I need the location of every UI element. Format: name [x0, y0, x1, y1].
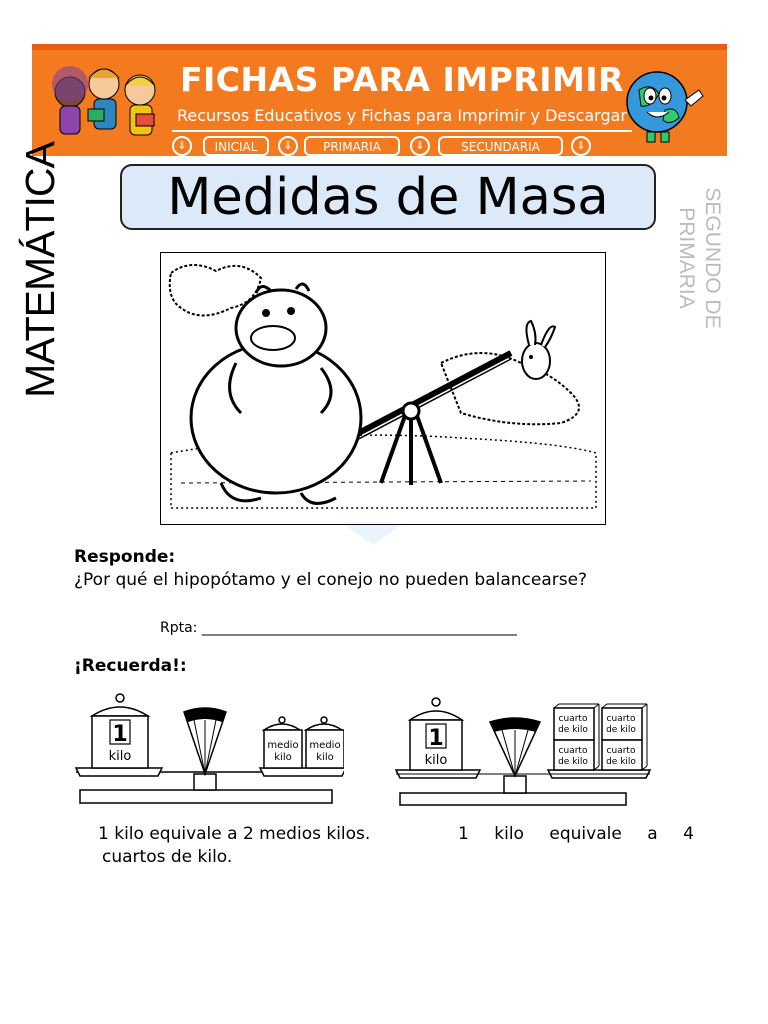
caption-2: 1 kilo equivale a 4	[458, 824, 694, 844]
svg-text:de kilo: de kilo	[558, 757, 588, 767]
scale-1-pivot	[194, 774, 216, 790]
scale-2-beam	[400, 793, 626, 805]
arrow-icon: ⇓	[410, 136, 430, 156]
weight-cuarto-kilo	[602, 704, 647, 740]
question-label: Responde:	[74, 547, 176, 567]
svg-text:medio: medio	[267, 740, 299, 751]
scale-1-illustration	[74, 690, 344, 810]
weight-1-kilo	[92, 694, 148, 768]
svg-text:cuarto: cuarto	[606, 714, 636, 724]
weight-unit: kilo	[108, 749, 132, 764]
answer-row[interactable]	[160, 620, 517, 636]
weight-medio-kilo	[264, 717, 302, 768]
remember-label: ¡Recuerda!:	[74, 656, 187, 676]
nav-secundaria[interactable]: SECUNDARIA	[438, 136, 563, 156]
svg-text:cuarto: cuarto	[558, 746, 588, 756]
scale-2-illustration	[394, 690, 656, 810]
subject-label: MATEMÁTICA	[17, 142, 63, 398]
weight-medio-kilo	[306, 717, 344, 768]
arrow-icon: ⇓	[278, 136, 298, 156]
answer-label: Rpta:	[160, 620, 198, 636]
site-title: FICHAS PARA IMPRIMIR	[179, 60, 625, 99]
svg-text:1: 1	[428, 726, 444, 751]
grade-label: SEGUNDO DE PRIMARIA	[675, 187, 724, 329]
svg-text:medio: medio	[309, 740, 341, 751]
hippo-seesaw-image	[160, 252, 606, 525]
svg-text:cuarto: cuarto	[558, 714, 588, 724]
svg-text:kilo: kilo	[424, 753, 448, 768]
svg-text:kilo: kilo	[316, 752, 334, 763]
scale-1-right-plate	[260, 768, 344, 776]
svg-text:de kilo: de kilo	[606, 725, 636, 735]
weight-cuarto-kilo	[554, 704, 599, 740]
divider	[172, 130, 632, 132]
arrow-icon: ⇓	[172, 136, 192, 156]
weight-cuarto-kilo	[554, 736, 599, 770]
weight-cuarto-kilo	[602, 736, 647, 770]
arrow-icon: ⇓	[571, 136, 591, 156]
scale-2-pivot	[504, 776, 526, 793]
globe-mascot-icon	[617, 60, 717, 150]
title-box	[120, 164, 656, 230]
decorative-triangle	[345, 525, 401, 545]
svg-text:cuarto: cuarto	[606, 746, 636, 756]
nav-primaria[interactable]: PRIMARIA	[304, 136, 400, 156]
scale-1-left-plate	[76, 768, 162, 776]
site-subtitle: Recursos Educativos y Fichas para Imprimir y Descargar	[176, 106, 627, 125]
caption-1: 1 kilo equivale a 2 medios kilos.	[98, 824, 371, 844]
weight-1-kilo	[410, 698, 462, 770]
header-banner	[32, 44, 727, 156]
answer-line[interactable]: _____________________________________________	[201, 620, 517, 636]
nav-inicial[interactable]: INICIAL	[203, 136, 269, 156]
caption-2-continuation: cuartos de kilo.	[102, 847, 233, 867]
weight-number: 1	[112, 722, 128, 747]
svg-text:de kilo: de kilo	[558, 725, 588, 735]
hippo-rabbit-seesaw-illustration	[161, 253, 604, 523]
scale-1-beam	[80, 790, 332, 803]
kids-illustration	[42, 54, 167, 150]
question-text: ¿Por qué el hipopótamo y el conejo no pueden balancearse?	[74, 570, 588, 590]
page-title: Medidas de Masa	[167, 168, 609, 227]
svg-text:kilo: kilo	[274, 752, 292, 763]
svg-text:de kilo: de kilo	[606, 757, 636, 767]
